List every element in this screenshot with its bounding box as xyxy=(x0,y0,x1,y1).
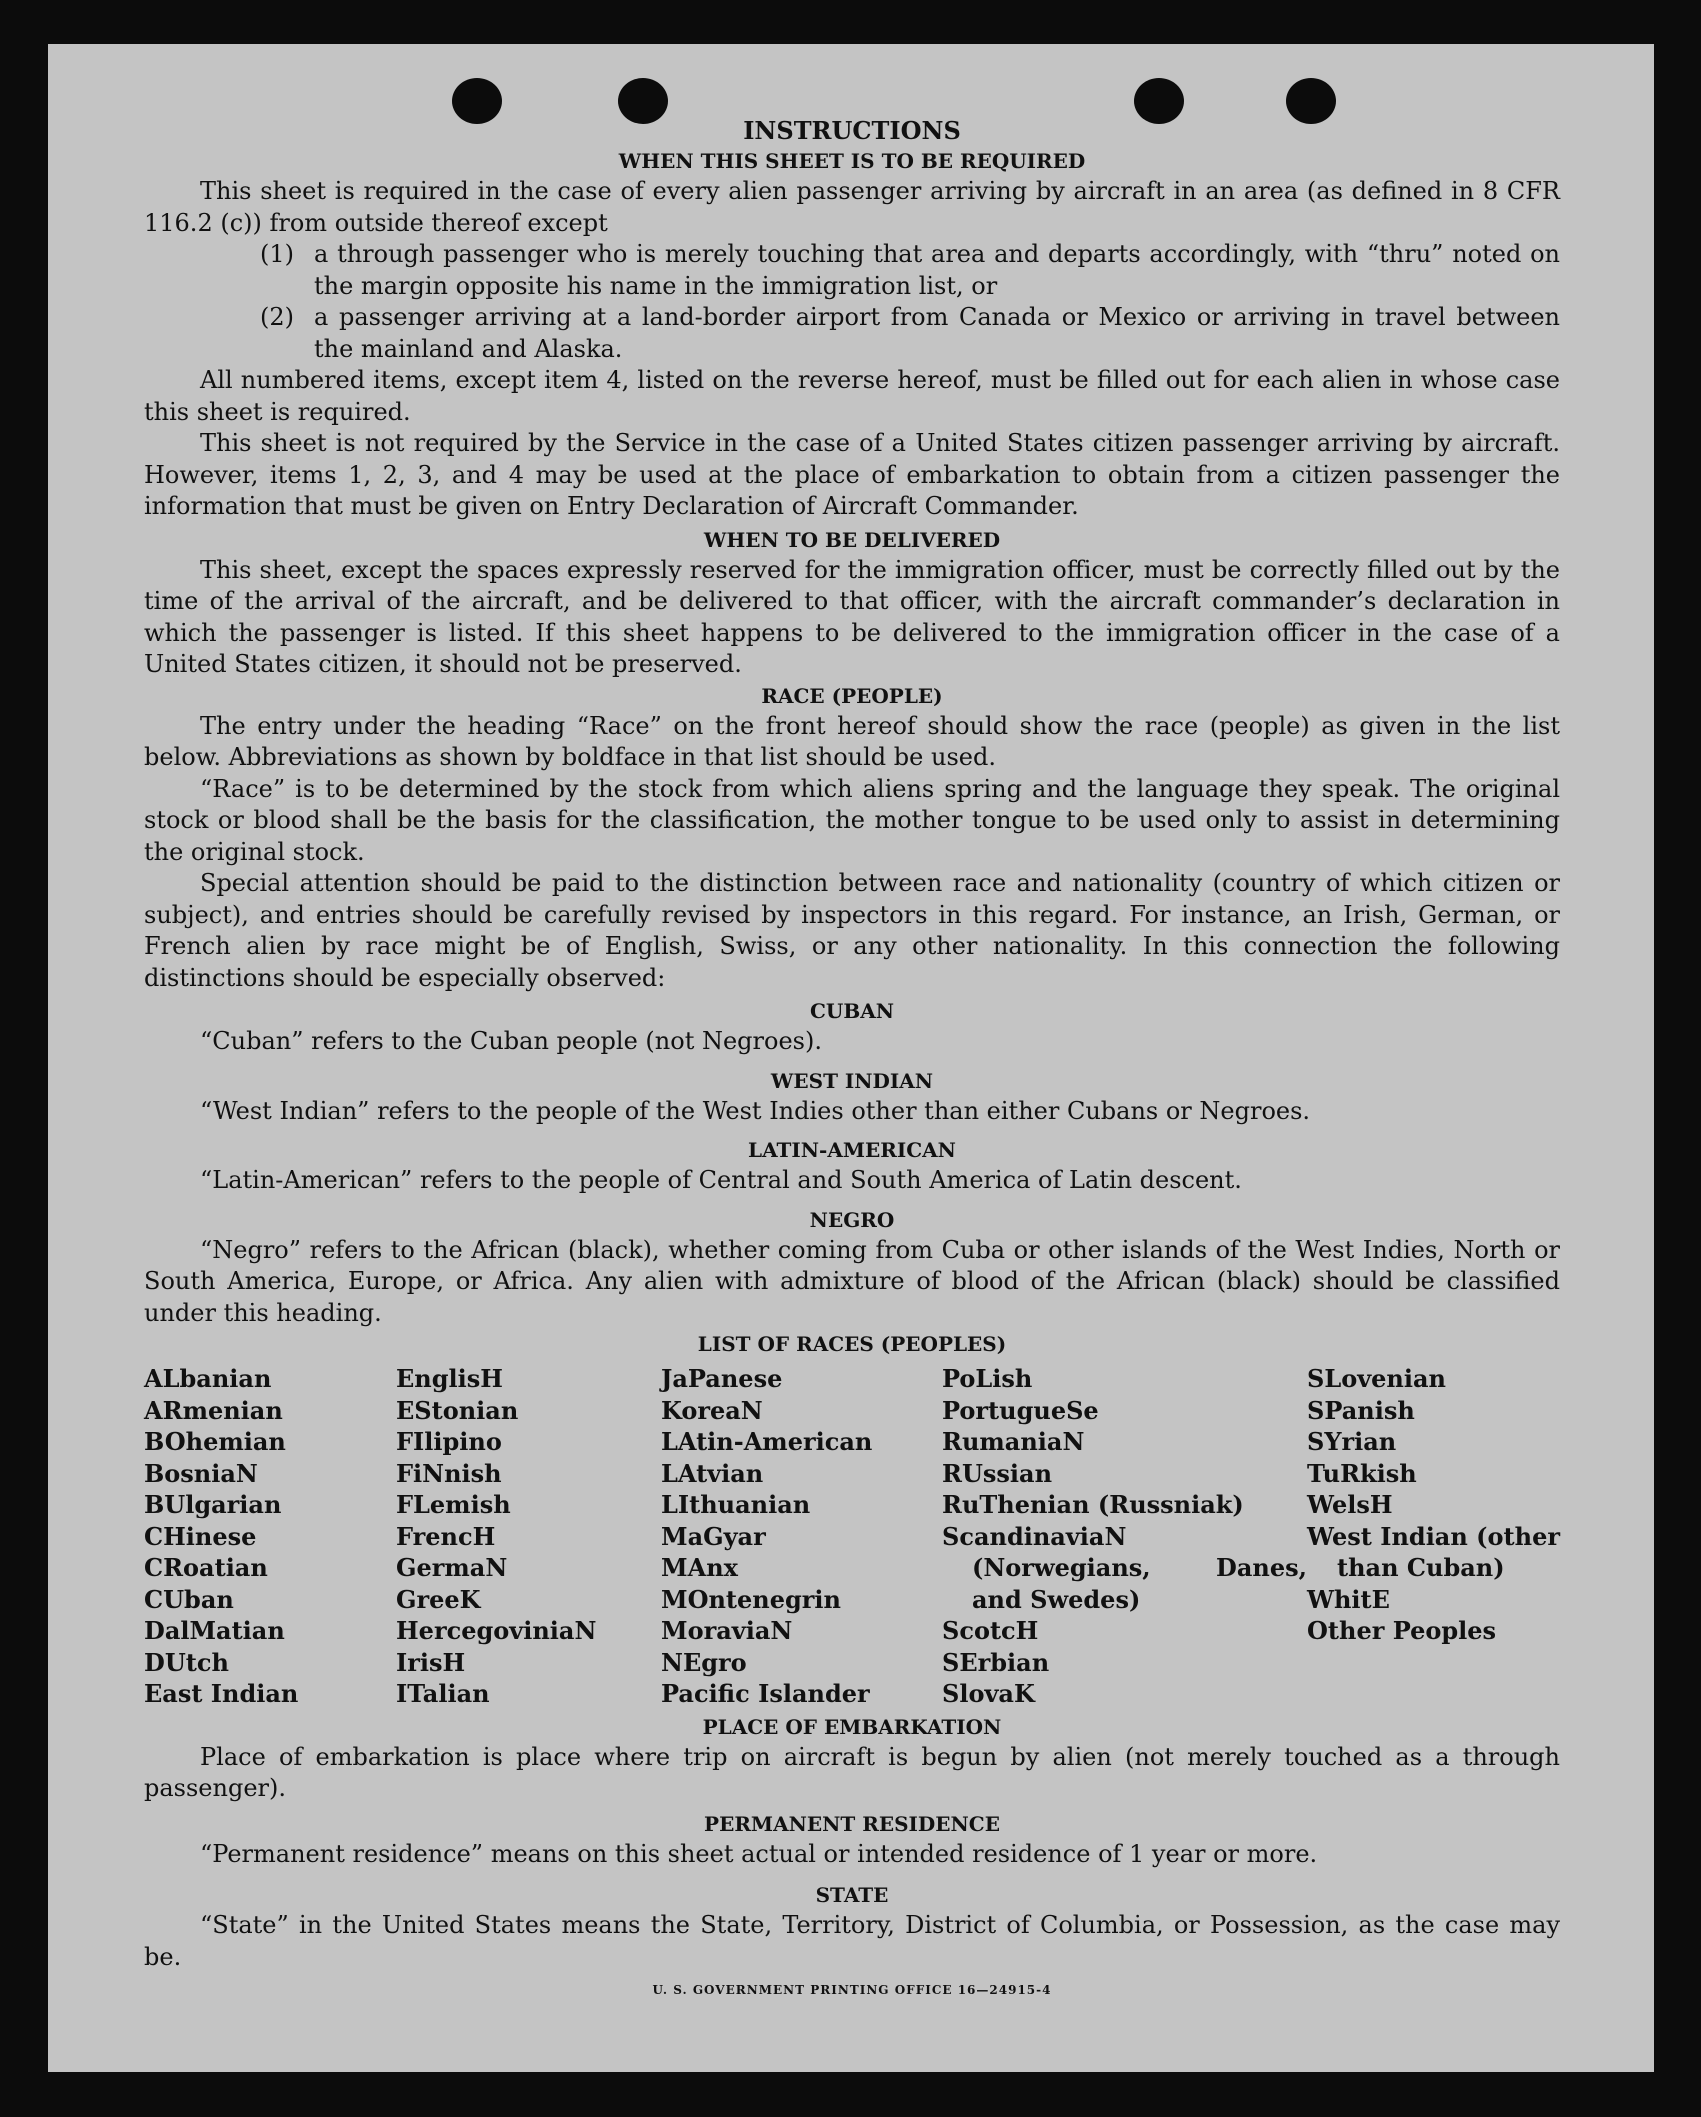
race-entry: MaGyar xyxy=(661,1521,766,1551)
race-entry: SlovaK xyxy=(942,1679,1035,1708)
section-heading-residence: PERMANENT RESIDENCE xyxy=(704,1811,1000,1836)
race-entry: ARmenian xyxy=(144,1395,283,1425)
section-heading-state: STATE xyxy=(815,1883,889,1907)
race-entry: CRoatian xyxy=(144,1553,268,1582)
latin-american-text: “Latin-American” refers to the people of Central and South America of Latin descent. xyxy=(200,1166,1242,1194)
residence-text: “Permanent residence” means on this sheet actual or intended residence of 1 year or more. xyxy=(200,1839,1318,1868)
negro-text: “Negro” refers to the African (black), whether coming from Cuba or other islands of the West Indies, North or South America, Europe, or Africa. Any alien with admixture of blood of the African (black) should be classified under this heading. xyxy=(144,1235,1560,1327)
race-entry: FLemish xyxy=(396,1490,511,1519)
west-indian-text: “West Indian” refers to the people of the West Indies other than either Cubans or Negroes. xyxy=(200,1096,1311,1125)
required-para-citizen: This sheet is not required by the Service in the case of a United States citizen passenger arriving by aircraft. However, items 1, 2, 3, and 4 may be used at the place of embarkation to obtain from a citizen passenger the information that must be given on Entry Declaration of Aircraft Commander. xyxy=(144,429,1560,520)
race-entry: Pacific Islander xyxy=(661,1679,870,1708)
punch-hole xyxy=(618,78,668,124)
race-entry: DUtch xyxy=(144,1647,229,1677)
race-entry: GermaN xyxy=(396,1553,508,1582)
races-column-2 xyxy=(396,1363,661,1710)
race-entry: Other Peoples xyxy=(1307,1616,1497,1645)
punch-hole xyxy=(1286,78,1336,124)
race-entry: FIlipino xyxy=(396,1427,502,1456)
races-column-5 xyxy=(1307,1363,1560,1710)
race-para-3: Special attention should be paid to the distinction between race and nationality (country of which citizen or subject), and entries should be carefully revised by inspectors in this regard. For instance, an Irish, German, or French alien by race might be of English, Swiss, or any other nationality. In this connection the following distinctions should be especially observed: xyxy=(144,869,1560,992)
race-entry: IrisH xyxy=(396,1647,466,1677)
race-entry: RUssian xyxy=(942,1458,1053,1488)
race-entry: ScandinaviaN (Norwegians, Danes, and Swedes) xyxy=(942,1521,1307,1614)
race-entry: EnglisH xyxy=(396,1364,503,1393)
race-entry: EStonian xyxy=(396,1395,519,1425)
race-entry: CUban xyxy=(144,1584,234,1614)
race-entry: SPanish xyxy=(1307,1395,1415,1425)
section-heading-race: RACE (PEOPLE) xyxy=(761,683,943,708)
race-entry: HercegoviniaN xyxy=(396,1616,597,1645)
section-heading-negro: NEGRO xyxy=(809,1207,895,1232)
race-para-2: “Race” is to be determined by the stock from which aliens spring and the language they speak. The original stock or blood shall be the basis for the classification, the mother tongue to be used only to assist in determining the original stock. xyxy=(144,774,1560,866)
required-para-items: All numbered items, except item 4, listed on the reverse hereof, must be filled out for each alien in whose case this sheet is required. xyxy=(144,366,1560,426)
race-entry: JaPanese xyxy=(661,1364,783,1393)
race-entry: TuRkish xyxy=(1307,1458,1417,1488)
section-heading-delivered: WHEN TO BE DELIVERED xyxy=(703,527,1001,552)
section-heading-required: WHEN THIS SHEET IS TO BE REQUIRED xyxy=(618,149,1086,173)
race-entry: ALbanian xyxy=(144,1364,272,1393)
required-intro: This sheet is required in the case of every alien passenger arriving by aircraft in an area (as defined in 8 CFR 116.2 (c)) from outside thereof except xyxy=(144,177,1560,237)
exception-item: (2) a passenger arriving at a land-border airport from Canada or Mexico or arriving in travel between the mainland and Alaska. xyxy=(260,303,1560,363)
race-entry: NEgro xyxy=(661,1647,747,1677)
race-entry: MoraviaN xyxy=(661,1616,793,1645)
race-entry: CHinese xyxy=(144,1521,257,1551)
race-entry: GreeK xyxy=(396,1584,481,1614)
printing-office-footer: U. S. GOVERNMENT PRINTING OFFICE 16—24915-4 xyxy=(652,1983,1052,1997)
race-entry: MAnx xyxy=(661,1553,738,1582)
race-entry: LAtin-American xyxy=(661,1427,873,1456)
races-column-4 xyxy=(942,1363,1307,1710)
cuban-text: “Cuban” refers to the Cuban people (not Negroes). xyxy=(200,1027,822,1055)
section-heading-latin-american: LATIN-AMERICAN xyxy=(748,1138,956,1162)
page-title: INSTRUCTIONS xyxy=(743,116,961,145)
race-entry: LIthuanian xyxy=(661,1490,811,1519)
race-entry: SLovenian xyxy=(1307,1364,1446,1393)
race-entry: East Indian xyxy=(144,1679,299,1708)
embarkation-text: Place of embarkation is place where trip on aircraft is begun by alien (not merely touched as a through passenger). xyxy=(144,1742,1560,1802)
race-entry: WhitE xyxy=(1307,1584,1390,1614)
race-entry: ITalian xyxy=(396,1679,490,1708)
race-entry: BosniaN xyxy=(144,1458,258,1488)
races-column-3 xyxy=(661,1363,942,1710)
race-entry: FiNnish xyxy=(396,1458,502,1488)
section-heading-races-list: LIST OF RACES (PEOPLES) xyxy=(697,1332,1007,1356)
section-heading-cuban: CUBAN xyxy=(809,999,895,1023)
race-entry: LAtvian xyxy=(661,1458,764,1488)
race-entry: PortugueSe xyxy=(942,1395,1099,1425)
section-heading-west-indian: WEST INDIAN xyxy=(770,1068,934,1093)
race-entry: MOntenegrin xyxy=(661,1584,841,1614)
race-entry: PoLish xyxy=(942,1364,1033,1393)
race-entry: FrencH xyxy=(396,1521,496,1551)
race-entry: KoreaN xyxy=(661,1395,763,1425)
race-entry: SYrian xyxy=(1307,1427,1397,1456)
race-entry: RuThenian (Russniak) xyxy=(942,1490,1244,1519)
race-entry: West Indian (other than Cuban) xyxy=(1307,1521,1560,1582)
race-entry: WelsH xyxy=(1307,1490,1393,1519)
race-para-1: The entry under the heading “Race” on the front hereof should show the race (people) as given in the list below. Abbreviations as shown by boldface in that list should be used. xyxy=(144,711,1560,771)
races-column-1 xyxy=(144,1363,396,1710)
race-entry: SErbian xyxy=(942,1647,1050,1677)
race-entry: BUlgarian xyxy=(144,1490,282,1519)
race-entry: ScotcH xyxy=(942,1616,1039,1645)
race-entry: BOhemian xyxy=(144,1427,286,1456)
form-sheet xyxy=(48,44,1654,2072)
section-heading-embarkation: PLACE OF EMBARKATION xyxy=(702,1714,1002,1739)
race-entry: RumaniaN xyxy=(942,1427,1085,1456)
delivered-text: This sheet, except the spaces expressly reserved for the immigration officer, must be correctly filled out by the time of the arrival of the aircraft, and be delivered to that officer, with the aircraft commander’s declaration in which the passenger is listed. If this sheet happens to be delivered to the immigration officer in the case of a United States citizen, it should not be preserved. xyxy=(144,555,1560,678)
punch-hole xyxy=(1134,78,1184,124)
state-text: “State” in the United States means the State, Territory, District of Columbia, or Possession, as the case may be. xyxy=(144,1911,1560,1971)
punch-hole xyxy=(452,78,502,124)
exception-item: (1) a through passenger who is merely touching that area and departs accordingly, with “thru” noted on the margin opposite his name in the immigration list, or xyxy=(260,240,1560,300)
race-entry: DalMatian xyxy=(144,1616,285,1645)
races-list xyxy=(144,1363,1560,1710)
